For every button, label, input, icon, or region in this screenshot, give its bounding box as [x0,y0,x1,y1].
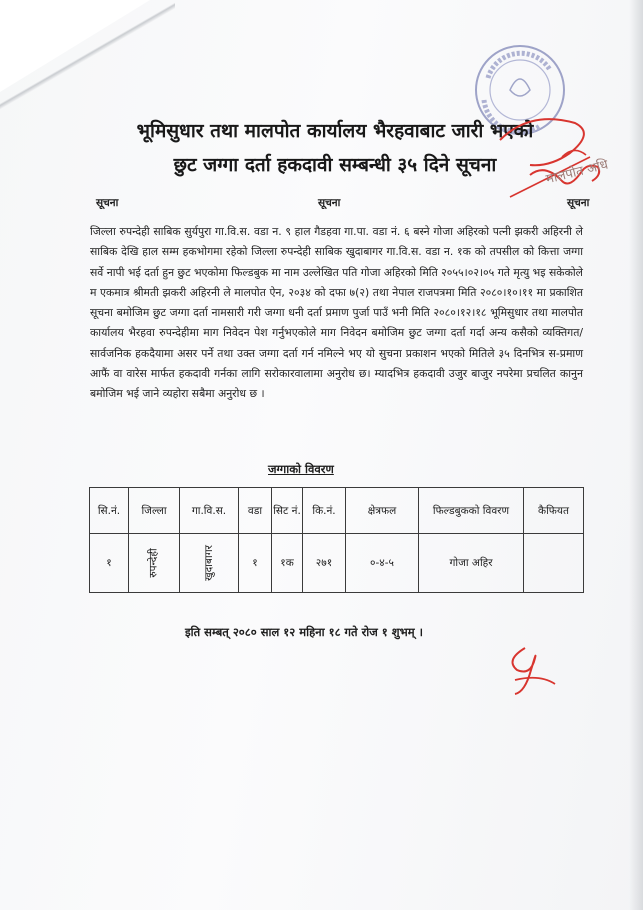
cell-ward: १ [239,534,272,593]
col-header-serial: सि.नं. [90,488,129,534]
page-edge-shadow [629,0,643,910]
notice-title-line1: भूमिसुधार तथा मालपोत कार्यालय भैरहवाबाट जारी भएको [136,120,534,142]
notice-label-center: सूचना [318,197,341,209]
cell-remarks [524,534,584,593]
notice-body: जिल्ला रुपन्देही साबिक सुर्यपुरा गा.वि.स. वडा न. ९ हाल गैडहवा गा.पा. वडा नं. ६ बस्ने गोजा अहिरको पत्नी झकरी अहिरनी ले साबिक देखि हाल सम्म हकभोगमा रहेको जिल्ला रुपन्देही साबिक खुदाबागर गा.वि.स. वडा न. १क को तपसील को कित्ता जग्गा सर्वे नापी भई दर्ता हुन छुट भएकोमा फिल्डबुक मा नाम उल्लेखित पति गोजा अहिरको मिति २०५५।०२।०५ गते मृत्यु भइ सकेकोले म एकमात्र श्रीमती झकरी अहिरनी ले मालपोत ऐन, २०३४ को दफा ७(२) तथा नेपाल राजपत्रमा मिति २०८०।१०।११ मा प्रकाशित सूचना बमोजिम छुट जग्गा दर्ता नामसारी गरी जग्गा धनी दर्ता प्रमाण पुर्जा पाउँ भनी मिति २०८०।१२।१८ भूमिसुधार तथा मालपोत कार्यालय भैरहवा रुपन्देहीमा माग निवेदन पेश गर्नुभएकोले माग निवेदन बमोजिम छुट जग्गा दर्ता गर्दा अन्य कसैको व्यक्तिगत/सार्वजनिक हकदैयामा असर पर्ने तथा उक्त जग्गा दर्ता गर्न नमिल्ने भए यो सुचना प्रकाशन भएको मितिले ३५ दिनभित्र स-प्रमाण आफैं वा वारेस मार्फत हकदावी गर्नका लागि सरोकारवालामा अनुरोध छ। म्यादभित्र हकदावी उजुर बाजुर नपरेमा प्रचलित कानुन बमोजिम भई जाने व्यहोरा सबैमा अनुरोध छ । [90,225,583,401]
notice-label-left: सूचना [96,197,119,209]
col-header-plot: कि.नं. [303,488,346,534]
closing-date-line: इति सम्बत् २०८० साल १२ महिना १८ गते रोज १ शुभम् । [185,625,423,639]
notice-title-line2: छुट जग्गा दर्ता हकदावी सम्बन्धी ३५ दिने सूचना [173,154,497,176]
notice-label-right: सूचना [567,197,590,209]
cell-area: ०-४-५ [346,534,419,593]
folded-corner [0,0,150,92]
table-row [90,534,584,593]
col-header-fieldbook: फिल्डबुकको विवरण [419,488,524,534]
col-header-vdc: गा.वि.स. [180,488,239,534]
cell-plot: २७१ [303,534,346,593]
cell-sheet: १क [272,534,303,593]
cell-serial: १ [90,534,129,593]
col-header-sheet: सिट नं. [272,488,303,534]
cell-fieldbook: गोजा अहिर [419,534,524,593]
cell-vdc [180,534,239,593]
cell-district-text: रुपन्देही [147,548,160,578]
land-details-table [89,487,584,593]
col-header-district: जिल्ला [129,488,180,534]
table-heading: जग्गाको विवरण [268,462,334,476]
cell-vdc-text: खुदाबागर [203,545,215,581]
cell-district [129,534,180,593]
col-header-area: क्षेत्रफल [346,488,419,534]
red-signature [495,640,565,700]
col-header-remarks: कैफियत [524,488,584,534]
col-header-ward: वडा [239,488,272,534]
table-header-row [90,488,584,534]
stamp-text: मालपोत अधि [544,157,610,188]
